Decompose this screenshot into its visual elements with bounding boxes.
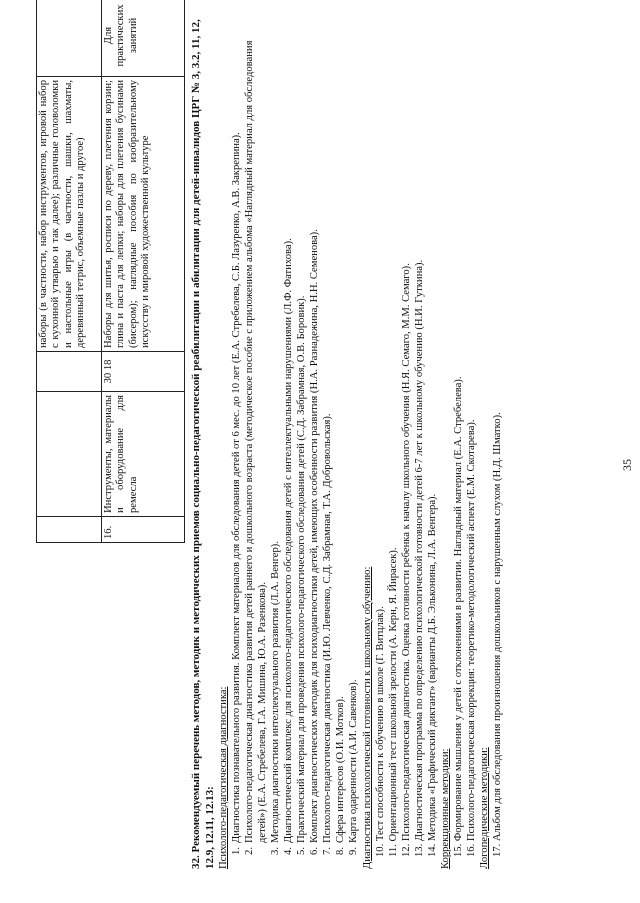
list-item: 4. Диагностический комплекс для психолого-педагогического обследования детей с интеллектуальными нарушениями (Л.Ф. Фатихова). <box>283 238 295 855</box>
list-item: 5. Практический материал для проведения психолого-педагогического обследования детей (С.Д. Забрамная, О.В. Боровик). <box>296 295 308 855</box>
list-item: 3. Методика диагностики интеллектуального развития (Л.А. Венгер). <box>270 541 282 855</box>
list-item: 16. Психолого-педагогическая коррекция: теоретико-методологический аспект (Е.М. Скотарева). <box>465 419 477 857</box>
list-item: 7. Психолого-педагогическая диагностика (И.Ю. Левченко, С.Д. Забрамная, Т.А. Добровольская). <box>322 413 334 855</box>
table-cell-name: Инструменты, материалы и оборудование для ремесла <box>102 392 185 517</box>
list-item: 9. Карта одаренности (А.И. Савенков). <box>348 679 360 855</box>
table-cell-num: 16. <box>102 517 185 543</box>
table-cell-qty: 30 18 <box>102 352 185 392</box>
group-title: Коррекционные методики: <box>439 748 451 869</box>
methods-section <box>190 19 504 869</box>
list-item: 17. Альбом для обследования произношения дошкольников с нарушенным слухом (Н.Д. Шматко). <box>491 412 503 857</box>
list-item: 2. Психолого-педагогическая диагностика развития детей раннего и дошкольного возраста (методическое пособие с приложением альбома «Наглядный материал для обследования детей») (Е.А. Стребелева, Г.А. Мишина, Ю.А. Разенкова). <box>244 40 269 855</box>
table-row <box>37 0 102 543</box>
table-cell-note <box>37 0 102 77</box>
list-item: 11. Ориентационный тест школьной зрелости (А. Керн, Я. Йирасек). <box>387 547 399 857</box>
group-title: Логопедические методики: <box>478 747 490 869</box>
list-item: 1. Диагностика познавательного развития. Комплект материалов для обследования детей от 6 мес. до 10 лет (Е.А. Стребелева, С.Б. Лазуренко, А.В. Закрепина). <box>231 132 243 855</box>
section-heading: 32. Рекомендуемый перечень методов, методик и методических приемов социально-педагогической реабилитации и абилитации для детей-инвалидов ЦРГ № 3, 3.2, 11, 12, 12.9, 12.11, 12.13: <box>190 19 216 869</box>
list-item: 10. Тест способности к обучению в школе (Г. Витцлак). <box>374 606 386 857</box>
table-cell-name <box>37 392 102 517</box>
equipment-table <box>36 0 185 543</box>
page-number: 35 <box>620 459 634 471</box>
group-title: Диагностика психологической готовности к школьному обучению: <box>361 566 373 869</box>
list-item: 8. Сфера интересов (О.И. Мотков). <box>335 696 347 855</box>
table-row <box>102 0 185 543</box>
table-cell-description: наборы (в частности, набор инструментов, игровой набор с кухонной утварью и так далее); различные головоломки и настольные игры (в частности, шашки, шахматы, деревянный тетрис, объемные пазлы и другое) <box>37 77 102 352</box>
list-item: 14. Методика «Графический диктант» (варианты Д.Б. Эльконина, Л.А. Венгера). <box>426 493 438 857</box>
table-cell-note: Для практических занятий <box>102 0 185 77</box>
list-item: 6. Комплект диагностических методик для психодиагностики детей, имеющих особенности развития (Н.А. Разнадежина, Н.Н. Семенова). <box>309 229 321 855</box>
list-item: 15. Формирование мышления у детей с отклонениями в развитии. Наглядный материал (Е.А. Стребелева). <box>452 376 464 857</box>
list-item: 12. Психолого-педагогическая диагностика. Оценка готовности ребенка к началу школьного обучения (Н.Я. Семаго, М.М. Семаго). <box>400 263 412 857</box>
group-title: Психолого-педагогическая диагностика: <box>218 686 229 869</box>
table-cell-num <box>37 517 102 543</box>
table-cell-qty <box>37 352 102 392</box>
list-item: 13. Диагностическая программа по определению психологической готовности детей 6-7 лет к школьному обучению (Н.И. Гуткина). <box>413 259 425 857</box>
table-cell-description: Наборы для шитья, росписи по дереву, плетения корзин; глина и паста для лепки; наборы для плетения бусинами (бисером); наглядные пособия по изобразительному искусству и мировой художественной культуре <box>102 77 185 352</box>
